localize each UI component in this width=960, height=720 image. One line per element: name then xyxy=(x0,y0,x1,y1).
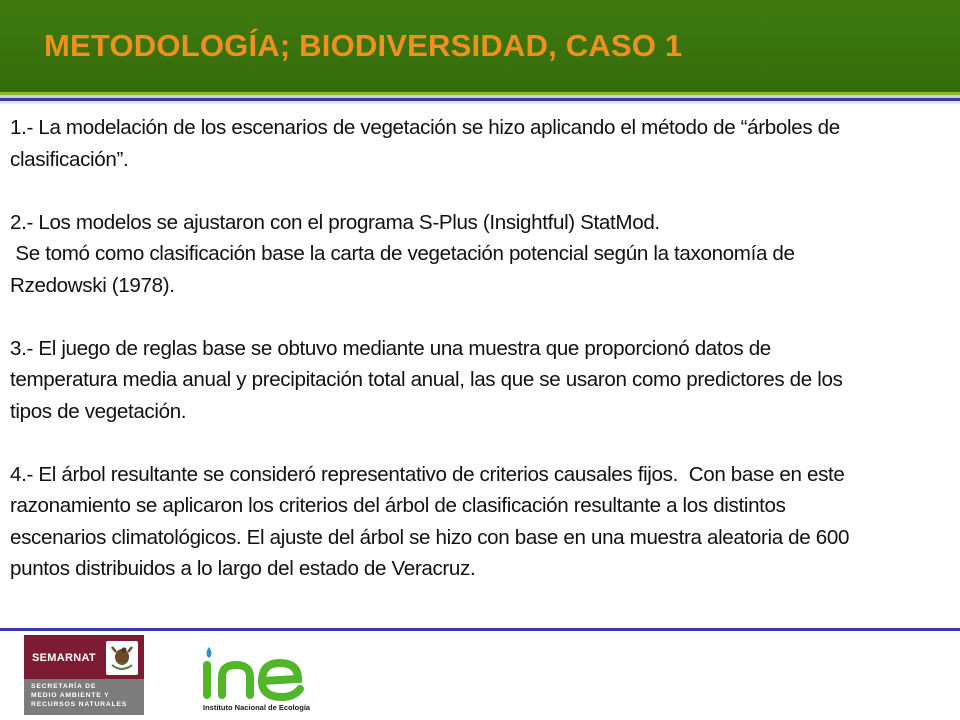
paragraph-line: 2.- Los modelos se ajustaron con el programa S-Plus (Insightful) StatMod. xyxy=(10,210,660,234)
paragraph-line: 3.- El juego de reglas base se obtuvo mediante una muestra que proporcionó datos de xyxy=(10,336,771,360)
ine-logo xyxy=(200,637,310,715)
semarnat-banner xyxy=(24,635,144,679)
water-drop-icon xyxy=(207,647,212,658)
paragraph-line: clasificación”. xyxy=(10,147,129,171)
paragraph-line: tipos de vegetación. xyxy=(10,399,187,423)
body-text xyxy=(10,112,945,616)
semarnat-subtitle xyxy=(31,682,141,709)
paragraph-1 xyxy=(10,112,945,175)
paragraph-2 xyxy=(10,207,945,302)
paragraph-line: temperatura media anual y precipitación total anual, las que se usaron como predictores de los xyxy=(10,368,843,391)
ine-caption: Instituto Nacional de Ecología xyxy=(203,703,311,712)
ine-wordmark xyxy=(200,637,310,703)
paragraph-4 xyxy=(10,459,945,585)
semarnat-subtitle-line: RECURSOS NATURALES xyxy=(31,701,128,708)
semarnat-subtitle-line: MEDIO AMBIENTE Y xyxy=(31,692,110,699)
slide-title: METODOLOGÍA; BIODIVERSIDAD, CASO 1 xyxy=(44,28,683,63)
paragraph-3 xyxy=(10,333,945,428)
paragraph-line: 1.- La modelación de los escenarios de vegetación se hizo aplicando el método de “árboles de xyxy=(10,116,840,139)
mexico-coat-of-arms-icon xyxy=(106,641,138,675)
semarnat-subtitle-line: SECRETARÍA DE xyxy=(31,683,97,690)
semarnat-brand: SEMARNAT xyxy=(32,652,96,664)
title-bar xyxy=(0,0,960,92)
footer xyxy=(0,631,960,720)
paragraph-line: Se tomó como clasificación base la carta de vegetación potencial según la taxonomía de xyxy=(10,242,795,265)
paragraph-line: puntos distribuidos a lo largo del estado de Veracruz. xyxy=(10,557,476,580)
paragraph-line: razonamiento se aplicaron los criterios del árbol de clasificación resultante a los distintos xyxy=(10,494,786,517)
paragraph-line: Rzedowski (1978). xyxy=(10,273,175,297)
header-divider xyxy=(0,92,960,104)
semarnat-logo xyxy=(24,635,144,715)
paragraph-line: escenarios climatológicos. El ajuste del árbol se hizo con base en una muestra aleatoria de 600 xyxy=(10,525,850,549)
paragraph-line: 4.- El árbol resultante se consideró representativo de criterios causales fijos. Con base en este xyxy=(10,462,845,486)
